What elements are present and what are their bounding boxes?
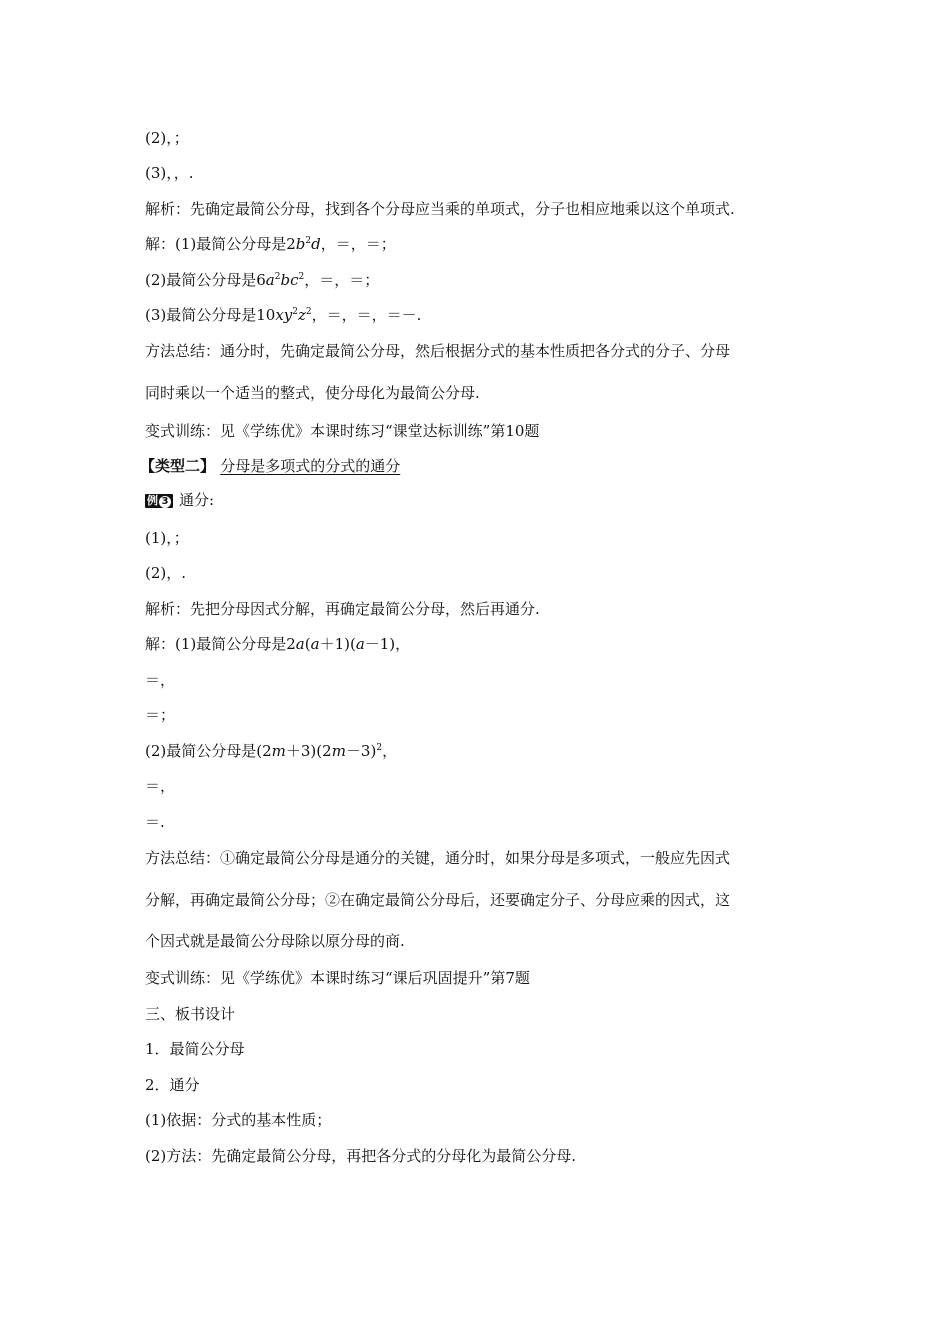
example-badge-icon: 例 3	[145, 494, 173, 508]
example-line: 例 3 通分:	[147, 491, 215, 509]
solution-line: 解：(1)最简公分母是2a(a＋1)(a－1)，	[145, 635, 411, 653]
method-summary-line: 方法总结：通分时，先确定最简公分母，然后根据分式的基本性质把各分式的分子、分母	[145, 342, 731, 360]
list-item: 2．通分	[145, 1076, 200, 1094]
solution-line: 解：(1)最简公分母是$2b^2d$，＝，＝；	[145, 235, 396, 253]
analysis-line: 解析：先确定最简公分母，找到各个分母应当乘的单项式，分子也相应地乘以这个单项式.	[145, 200, 735, 218]
exercise-reference: 变式训练：见《学练优》本课时练习“课后巩固提升”第7题	[145, 969, 530, 987]
list-item: (1)依据：分式的基本性质；	[145, 1111, 332, 1129]
solution-line: (2)最简公分母是$(2m+3)(2m-3)^2$，	[145, 742, 398, 760]
method-summary-line: 同时乘以一个适当的整式，使分母化为最简公分母.	[145, 384, 480, 402]
method-summary-line: 个因式就是最简公分母除以原分母的商.	[145, 932, 405, 950]
text-line: (2)，；	[145, 129, 189, 147]
method-summary-line: 方法总结：①确定最简公分母是通分的关键，通分时，如果分母是多项式，一般应先因式	[145, 849, 731, 867]
analysis-line: 解析：先把分母因式分解，再确定最简公分母，然后再通分.	[145, 600, 540, 618]
text-line: (1)，；	[145, 529, 189, 547]
section-heading: 三、板书设计	[145, 1005, 236, 1023]
text-line: ＝，	[145, 671, 176, 689]
text-line: ＝，	[145, 777, 176, 795]
text-line: (2)，.	[145, 564, 187, 582]
exercise-reference: 变式训练：见《学练优》本课时练习“课堂达标训练”第10题	[145, 422, 540, 440]
list-item: 1．最简公分母	[145, 1040, 245, 1058]
text-line: ＝.	[145, 813, 165, 831]
text-line: (3)，，.	[145, 164, 194, 182]
list-item: (2)方法：先确定最简公分母，再把各分式的分母化为最简公分母.	[145, 1147, 577, 1165]
method-summary-line: 分解，再确定最简公分母；②在确定最简公分母后，还要确定分子、分母应乘的因式，这	[145, 891, 731, 909]
solution-line: (3)最简公分母是$10xy^2z^2$，＝，＝，＝－.	[145, 306, 422, 324]
solution-line: (2)最简公分母是$6a^2bc^2$，＝，＝；	[145, 271, 380, 289]
section-heading: 【类型二】 分母是多项式的分式的通分	[140, 457, 401, 475]
text-line: ＝；	[145, 706, 176, 724]
